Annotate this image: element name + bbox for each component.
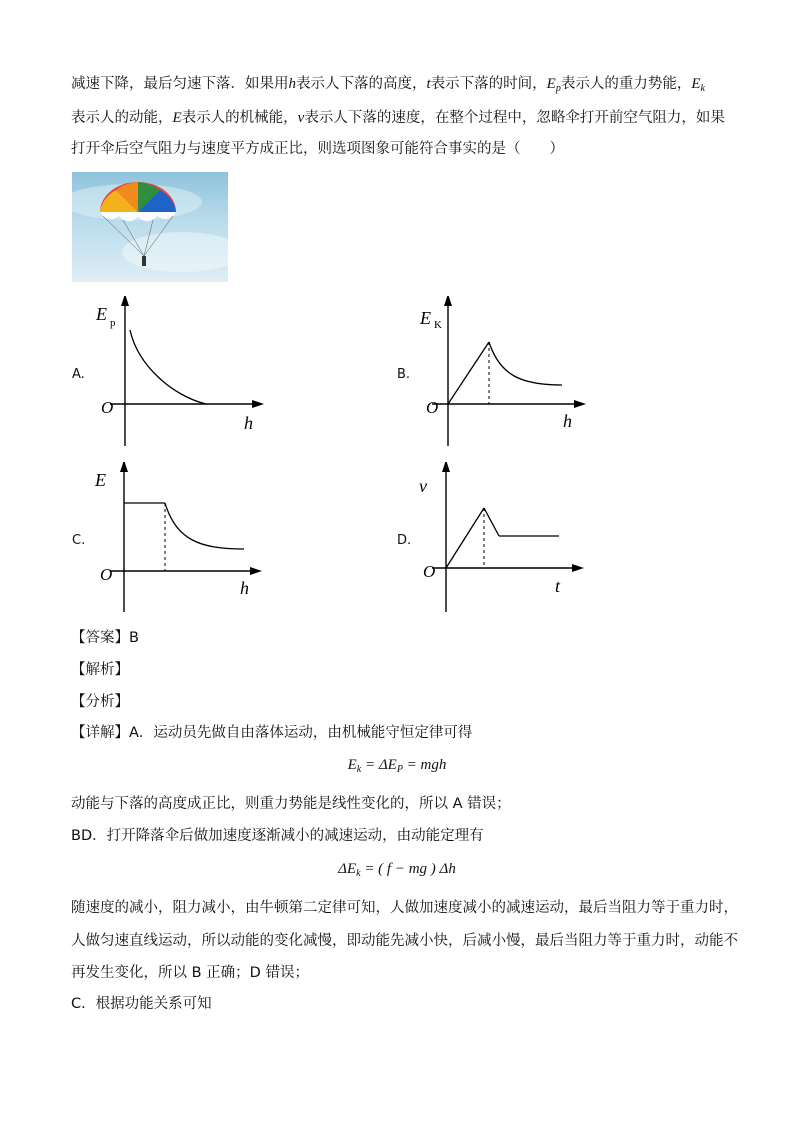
detail-line-c: C．根据功能关系可知 [71, 996, 212, 1012]
detail-line-b3: 再发生变化，所以 B 正确；D 错误； [71, 965, 309, 981]
ylabel-b: E [420, 308, 431, 328]
option-d-label: D. [397, 533, 412, 548]
x-arrow [252, 400, 264, 408]
ylabel-d: v [419, 476, 427, 496]
decay-curve [165, 503, 244, 549]
detail-line-a: 【详解】A．运动员先做自由落体运动，由机械能守恒定律可得 [71, 725, 473, 741]
y-arrow [121, 296, 129, 306]
xlabel-d: t [555, 576, 561, 596]
option-a-label: A. [72, 367, 85, 382]
question-line-3: 打开伞后空气阻力与速度平方成正比，则选项图象可能符合事实的是（ ） [71, 141, 564, 157]
graph-a [88, 296, 278, 452]
x-arrow [574, 400, 586, 408]
equation-1: $E_k = \Delta E_P$ = mgh [347, 757, 447, 775]
detail-line-a2: 动能与下落的高度成正比，则重力势能是线性变化的，所以 A 错误； [71, 796, 511, 812]
drop-line [484, 508, 499, 536]
decay-curve [489, 342, 562, 385]
detail-line-b2: 人做匀速直线运动，所以动能的变化减慢，即动能先减小快，后减小慢，最后当阻力等于重力时，动能不 [71, 933, 738, 949]
origin-a: O [101, 398, 114, 417]
ylabel-a: E [96, 304, 107, 324]
detail-line-b1: 随速度的减小，阻力减小，由牛顿第二定律可知，人做加速度减小的减速运动，最后当阻力等于重力时， [71, 900, 738, 916]
parachute-photo [72, 172, 228, 282]
ylabel-b-sub: K [434, 319, 442, 331]
y-arrow [444, 296, 452, 306]
graph-d [412, 462, 602, 618]
fenxi-label: 【分析】 [71, 694, 129, 710]
xlabel-a: h [244, 413, 253, 433]
option-c-label: C. [72, 533, 86, 548]
ylabel-a-sub: p [110, 317, 116, 329]
analysis-label: 【解析】 [71, 662, 129, 678]
x-arrow [572, 564, 584, 572]
equation-2: $\Delta E_k$ = ( f − mg ) Δh [338, 861, 456, 879]
rise-line [448, 342, 489, 404]
xlabel-c: h [240, 578, 249, 598]
curve-a [130, 330, 206, 404]
answer-line: 【答案】B [71, 630, 139, 646]
y-arrow [120, 462, 128, 472]
question-line-2: 表示人的动能，E表示人的机械能，v表示人下落的速度，在整个过程中，忽略伞打开前空气阻力，如果 [71, 110, 725, 126]
origin-b: O [426, 398, 439, 417]
y-arrow [442, 462, 450, 472]
detail-line-bd: BD．打开降落伞后做加速度逐渐减小的减速运动，由动能定理有 [71, 828, 484, 844]
x-arrow [250, 567, 262, 575]
graph-c [88, 462, 278, 618]
origin-c: O [100, 565, 113, 584]
rise-line [446, 508, 484, 568]
option-b-label: B. [397, 367, 411, 382]
ylabel-c: E [95, 470, 106, 490]
question-line-1: 减速下降，最后匀速下落．如果用h表示人下落的高度，t表示下落的时间，$E_p$表示人的重力势能，$E_k$ [71, 76, 705, 94]
origin-d: O [423, 562, 436, 581]
xlabel-b: h [563, 411, 572, 431]
graph-b [412, 296, 602, 452]
